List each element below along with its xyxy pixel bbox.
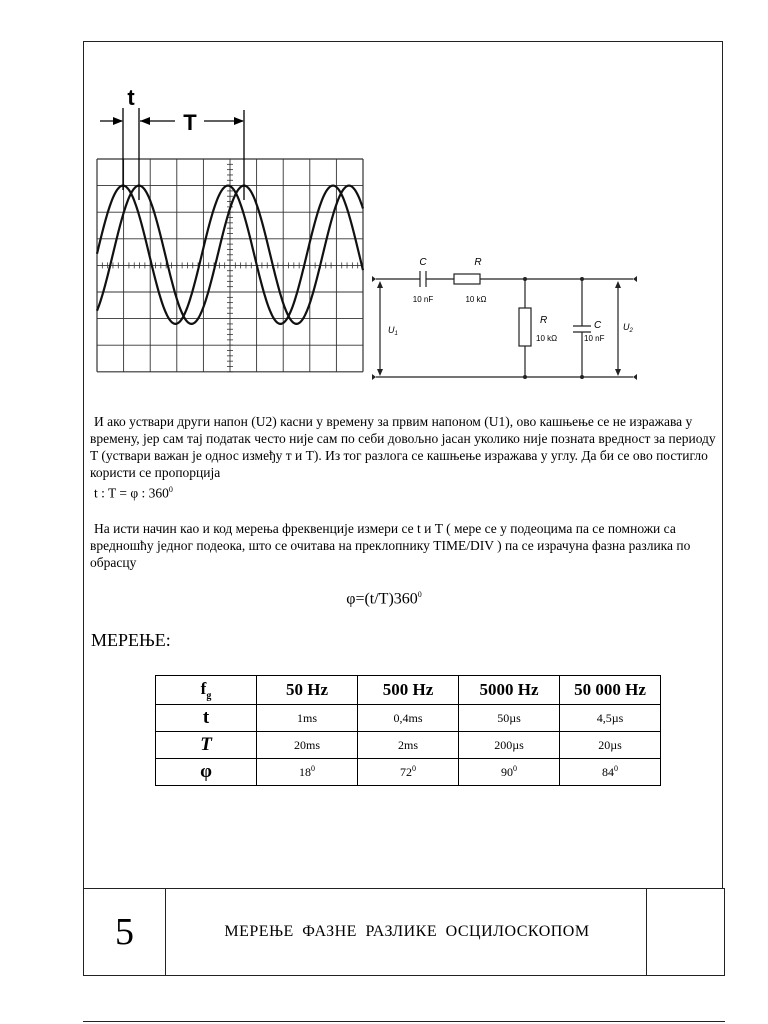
proportion-formula: t : T = φ : $360^0$ xyxy=(94,485,173,501)
table-cell: 20µs xyxy=(560,732,661,759)
measurement-table xyxy=(155,675,661,786)
table-cell: 2ms xyxy=(358,732,459,759)
measurement-heading: МЕРЕЊЕ: xyxy=(91,630,171,650)
table-cell: $72^0$ xyxy=(358,759,459,786)
table-row xyxy=(156,732,661,759)
row-label: φ xyxy=(156,759,257,786)
table-cell: $90^0$ xyxy=(459,759,560,786)
table-cell: 20ms xyxy=(257,732,358,759)
label-small-t: t xyxy=(127,85,135,110)
r2-label: R xyxy=(540,315,548,326)
r1-label: R xyxy=(474,257,482,268)
title-block-empty-cell xyxy=(646,889,724,975)
table-cell: 0,4ms xyxy=(358,705,459,732)
table-cell: $18^0$ xyxy=(257,759,358,786)
label-big-T: T xyxy=(183,110,197,135)
oscilloscope-grid xyxy=(97,159,363,372)
table-cell: $84^0$ xyxy=(560,759,661,786)
footer-line xyxy=(83,1021,725,1022)
header-cell: 50 000 Hz xyxy=(560,676,661,705)
r2-value: 10 kΩ xyxy=(536,334,558,343)
table-header-row xyxy=(156,676,661,705)
u2-label: $U_2$ xyxy=(623,322,633,334)
row-label: t xyxy=(156,705,257,732)
row-label: T xyxy=(156,732,257,759)
r1-value: 10 kΩ xyxy=(465,295,487,304)
phase-formula: $\varphi=(t/T)360^0$ xyxy=(346,590,422,608)
header-cell: 500 Hz xyxy=(358,676,459,705)
table-cell: 50µs xyxy=(459,705,560,732)
explanation-paragraph-2 xyxy=(90,520,720,571)
rc-circuit-diagram xyxy=(368,250,640,385)
header-cell: 50 Hz xyxy=(257,676,358,705)
page-title: МЕРЕЊЕ ФАЗНЕ РАЗЛИКЕ ОСЦИЛОСКОПОМ xyxy=(224,923,590,940)
table-row xyxy=(156,705,661,732)
c2-label: C xyxy=(594,320,602,331)
page-number: 5 xyxy=(84,889,166,975)
u1-label: $U_1$ xyxy=(388,325,398,337)
table-cell: 200µs xyxy=(459,732,560,759)
title-block xyxy=(83,888,725,976)
c2-value: 10 nF xyxy=(584,334,605,343)
c1-label: C xyxy=(419,257,427,268)
paragraph-1-text: И ако уствари други напон (U2) касни у времену за првим напоном (U1), ово кашњење се не изражава у времену, јер сам тај податак често није сам по себи довољно јасан уколико није позната вредност за периоду T (уствари важан је однос између т и T). Из тог разлога се кашњење изражава у углу. Да би се ово постигло користи се пропорција xyxy=(90,414,716,480)
table-cell: 1ms xyxy=(257,705,358,732)
c1-value: 10 nF xyxy=(412,295,434,304)
table-row xyxy=(156,759,661,786)
header-cell: 5000 Hz xyxy=(459,676,560,705)
explanation-paragraph-1 xyxy=(90,413,720,502)
header-fg: $f_g$ xyxy=(156,676,257,705)
table-cell: 4,5µs xyxy=(560,705,661,732)
paragraph-2-text: На исти начин као и код мерења фреквенције измери се t и T ( мере се у подеоцима па се помножи са вредношћу једног подеока, што се очитава на преклопнику TIME/DIV ) па се израчуна фазна разлика по обрасцу xyxy=(90,521,691,570)
